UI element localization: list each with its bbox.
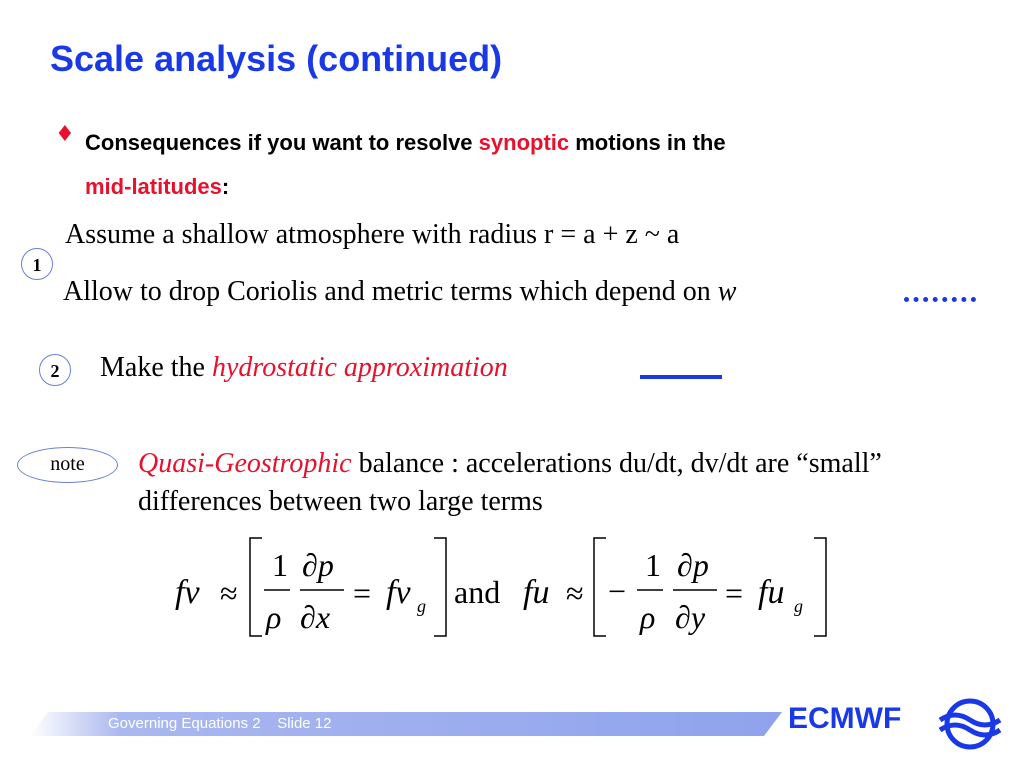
ecmwf-brand-text: ECMWF [788,702,902,735]
slide-title: Scale analysis (continued) [50,38,503,79]
eq-dp-2: ∂p [677,547,709,583]
eq-lhs-fv: fv [175,574,200,611]
eq-rhs-fug: fu [758,574,785,611]
ecmwf-logo-icon [938,698,1002,750]
eq-rhs-fvg: fv [386,574,411,611]
eq-rho-1: ρ [266,599,282,635]
bullet-text-middle: motions in the [569,130,726,155]
eq-lhs-fu: fu [523,574,550,611]
solid-line-marker [640,375,722,379]
eq-bracket-left-2 [594,538,606,636]
eq-and: and [454,574,501,610]
geostrophic-equation [150,528,850,648]
item1-line1: Assume a shallow atmosphere with radius r = a + z ~ a [65,219,680,250]
bullet-text [85,121,945,209]
diamond-bullet-icon: ♦ [55,122,75,147]
item1-line2-text: Allow to drop Coriolis and metric terms which depend on [63,276,718,307]
eq-one-2: 1 [645,547,661,583]
bullet-text-start: Consequences if you want to resolve [85,130,479,155]
eq-dy: ∂y [675,599,706,635]
footer-text [108,715,332,732]
eq-approx-2: ≈ [566,575,584,611]
item2-highlight: hydrostatic approximation [211,352,508,383]
dotted-line-marker [904,297,976,302]
item1-line2-var: w [717,276,737,307]
bullet-highlight-midlatitudes: mid-latitudes [85,174,222,199]
eq-approx-1: ≈ [220,575,238,611]
footer-course: Governing Equations 2 [108,715,261,732]
eq-rho-2: ρ [640,599,656,635]
quasi-geostrophic-text [138,445,958,521]
eq-bracket-right-2 [814,538,826,636]
eq-dp-1: ∂p [302,547,334,583]
eq-equals-1: = [353,575,372,611]
note-badge: note [17,447,118,483]
item2-number-badge: 2 [39,354,71,386]
bullet-highlight-synoptic: synoptic [478,130,570,155]
eq-sub-g-1: g [417,596,426,616]
eq-sub-g-2: g [794,596,803,616]
qg-text: balance : accelerations du/dt, dv/dt are “small” differences between two large terms [138,448,882,517]
item2-prefix: Make the [100,352,212,383]
eq-one-1: 1 [272,547,288,583]
item2-text [100,352,508,384]
eq-bracket-right-1 [434,538,446,636]
eq-equals-2: = [725,575,744,611]
eq-minus: − [608,573,627,609]
item1-line2 [63,276,736,308]
qg-highlight: Quasi-Geostrophic [138,448,352,479]
item1-number-badge: 1 [21,248,53,280]
eq-bracket-left-1 [250,538,262,636]
bullet-text-end: : [221,174,230,199]
footer-slide-number: Slide 12 [277,715,332,732]
eq-dx: ∂x [300,599,331,635]
